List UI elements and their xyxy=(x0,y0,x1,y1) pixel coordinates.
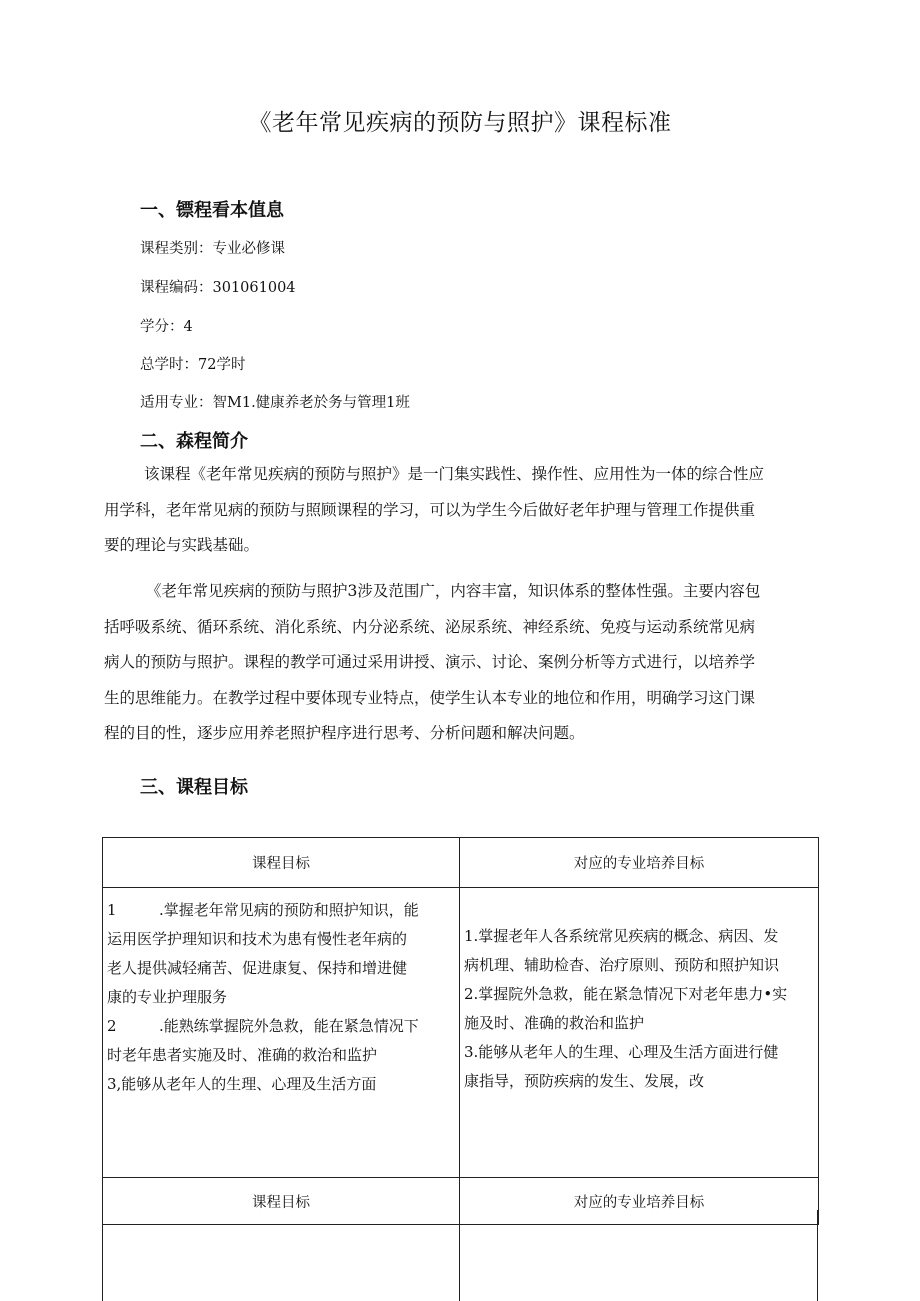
table-header-training-goal: 对应的专业培养目标 xyxy=(460,838,819,888)
table-row xyxy=(103,888,819,1178)
training-goal-line: 3.能够从老年人的生理、心理及生活方面进行健 xyxy=(464,1043,779,1061)
table-header-course-goal: 课程目标 xyxy=(103,838,460,888)
training-goal-line: 病机理、辅助检杳、治疗原则、预防和照护知识 xyxy=(464,956,780,974)
course-goals-cell xyxy=(103,888,460,1178)
section-1-heading: 一、镖程看本值息 xyxy=(140,200,284,221)
table-border-line xyxy=(102,1210,103,1301)
intro-p1-line: 用学科，老年常见病的预防与照顾课程的学习，可以为学生今后做好老年护理与管理工作提供重 xyxy=(104,500,756,519)
training-goal-line: 2.掌握院外急救，能在紧急情况下对老年患力•实 xyxy=(464,985,788,1003)
goal-line: 时老年患者实施及时、准确的救治和监护 xyxy=(107,1046,378,1064)
goal-item-3: 3,能够从老年人的生理、心理及生活方面 xyxy=(107,1075,377,1093)
intro-paragraph-1 xyxy=(104,457,820,564)
info-course-code: 课程编码：301061004 xyxy=(140,280,296,296)
training-goal-line: 康指导，预防疾病的发生、发展，改 xyxy=(464,1072,705,1090)
table-header-row xyxy=(103,838,819,888)
intro-p2-line: 括呼吸系统、循环系统、消化系统、内分泌系统、泌尿系统、神经系统、免疫与运动系统常见病 xyxy=(104,617,756,636)
table-border-line xyxy=(459,1210,460,1301)
course-goals-table xyxy=(102,837,819,1225)
document-title: 《老年常见疾病的预防与照护》课程标准 xyxy=(248,110,672,136)
section-3-heading: 三、课程目标 xyxy=(140,777,248,798)
training-goal-line: 施及时、准确的救治和监护 xyxy=(464,1014,645,1032)
intro-p1-line: 该课程《老年常见疾病的预防与照护》是一门集实践性、操作性、应用性为一体的综合性应 xyxy=(144,465,765,483)
intro-p2-line: 程的目的性，逐步应用养老照护程序进行思考、分析问题和解决问题。 xyxy=(104,724,585,742)
goal-line: 运用医学护理知识和技术为患有慢性老年病的 xyxy=(107,930,408,948)
section-2-heading: 二、森程简介 xyxy=(140,431,248,452)
intro-paragraph-2 xyxy=(104,574,820,752)
intro-p1-line: 要的理论与实践基础。 xyxy=(104,536,260,554)
table-border-line xyxy=(817,1210,818,1301)
info-course-category: 课程类别：专业必修课 xyxy=(140,241,285,257)
info-total-hours: 总学时：72学时 xyxy=(140,357,246,373)
training-goals-cell xyxy=(460,888,819,1178)
goal-item-1: 1 .掌握老年常见病的预防和照护知识，能 xyxy=(107,901,419,919)
goal-line: 老人提供减轻痛苦、促进康复、保持和增进健 xyxy=(107,959,408,977)
info-applicable-major: 适用专业：智M1.健康养老於务与管理1班 xyxy=(140,395,410,411)
table-continuation xyxy=(102,1210,818,1301)
intro-p2-line: 《老年常见疾病的预防与照护3涉及范围广，内容丰富，知识体系的整体性强。主要内容包 xyxy=(146,582,761,600)
intro-p2-line: 病人的预防与照护。课程的教学可通过采用讲授、演示、讨论、案例分析等方式进行，以培养学 xyxy=(104,653,756,671)
goal-line: 康的专业护理服务 xyxy=(107,988,228,1006)
info-credits: 学分：4 xyxy=(140,319,193,335)
table-repeat-header-course-goal: 课程目标 xyxy=(103,1178,460,1225)
intro-p2-line: 生的思维能力。在教学过程中要体现专业特点，使学生认本专业的地位和作用，明确学习这门课 xyxy=(104,688,756,707)
training-goal-line: 1.掌握老年人各系统常见疾病的概念、病因、发 xyxy=(464,927,779,945)
table-repeat-header-training-goal: 对应的专业培养目标 xyxy=(460,1178,819,1225)
goal-item-2: 2 .能熟练掌握院外急救，能在紧急情况下 xyxy=(107,1017,419,1035)
